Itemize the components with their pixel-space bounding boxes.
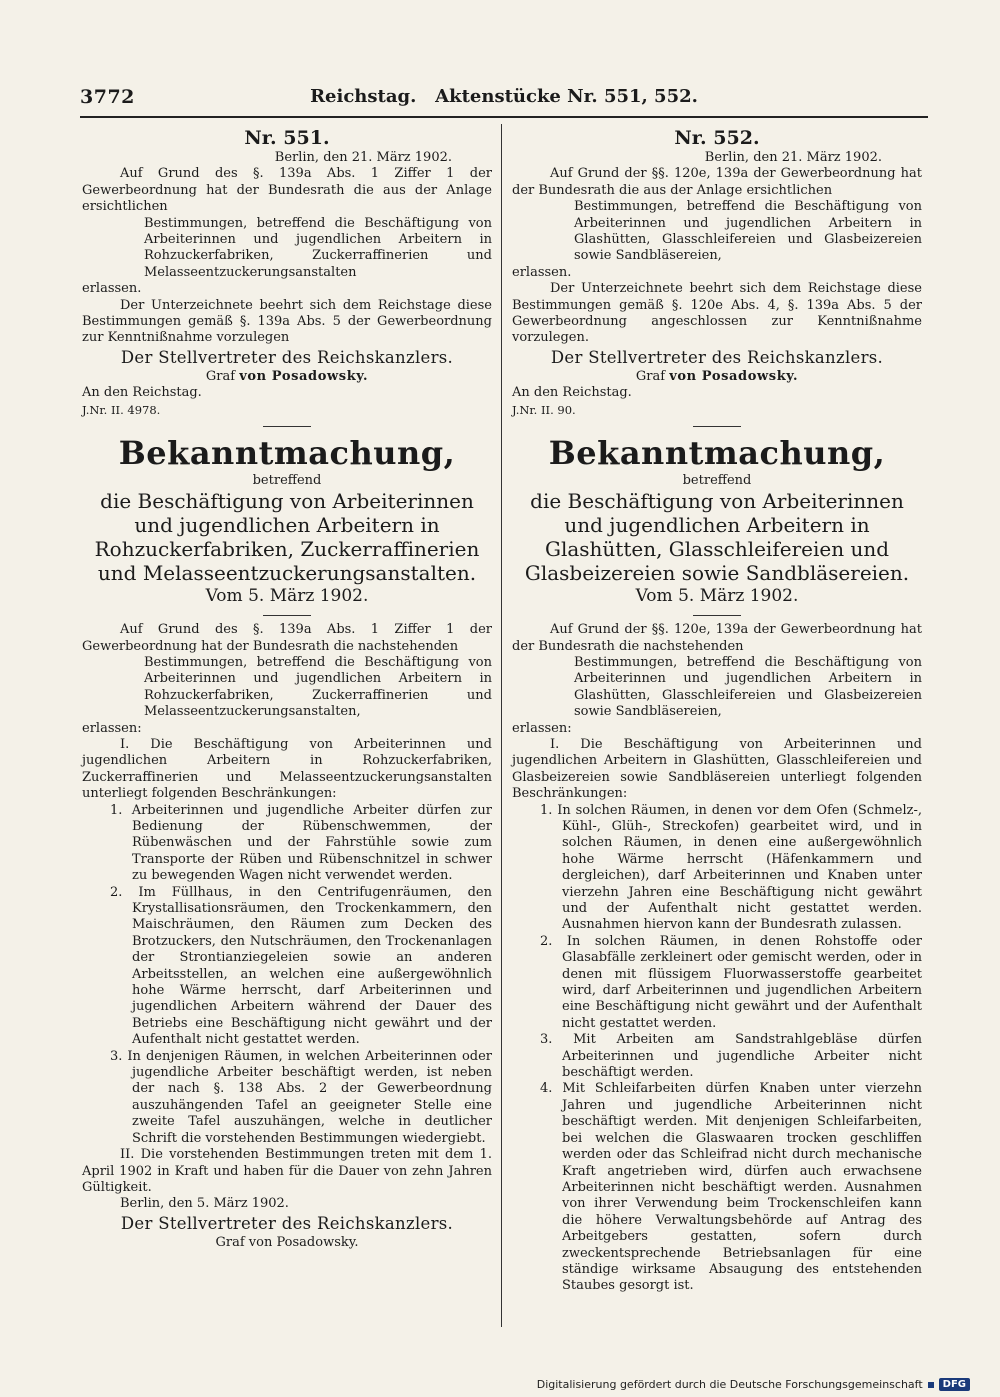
left-column <box>82 126 492 1251</box>
digitization-footer <box>537 1378 970 1391</box>
footer-separator-icon <box>928 1382 934 1388</box>
announcement-erlassen: erlassen: <box>82 720 142 736</box>
announcement-subject-block: Bestimmungen, betreffend die Beschäftigung von Arbeiterinnen und jugendlichen Arbeitern in Glashütten, Glasschleifereien und Glasbeizereien sowie Sandbläsereien, <box>574 654 922 720</box>
page-header <box>80 86 928 114</box>
right-column <box>512 126 922 1295</box>
graf-name: von Posadowsky. <box>239 368 369 384</box>
reference-number: J.Nr. II. 90. <box>512 402 576 417</box>
announcement-date: Vom 5. März 1902. <box>205 586 369 607</box>
addressee: An den Reichstag. <box>512 385 632 401</box>
section-I: I. Die Beschäftigung von Arbeiterinnen und jugendlichen Arbeitern in Glashütten, Glasschleifereien und Glasbeizereien sowie Sandbläsereien unterliegt folgenden Beschränkungen: <box>512 736 922 802</box>
header-rule <box>80 116 928 118</box>
short-rule <box>693 426 741 427</box>
addressee: An den Reichstag. <box>82 385 202 401</box>
list-item: 1. Arbeiterinnen und jugendliche Arbeiter dürfen zur Bedienung der Rübenschwemmen, der Rübenwäschen und der Fahrstühle sowie zum Transporte der Rüben und Rübenschnitzel in schwer zu bewegenden Wagen nicht verwendet werden. <box>110 802 492 884</box>
list-item: 2. In solchen Räumen, in denen Rohstoffe oder Glasabfälle zerkleinert oder gemischt werden, oder in denen mit flüssigem Fluorwasserstoffe gearbeitet wird, darf Arbeiterinnen und jugendlichen Arbeitern eine Beschäftigung nicht gewährt und der Aufenthalt nicht gestattet werden. <box>540 933 922 1031</box>
erlassen-text: erlassen. <box>82 281 142 297</box>
dateline: Berlin, den 21. März 1902. <box>274 150 452 165</box>
graf-prefix: Graf <box>205 368 236 384</box>
signature-name <box>82 369 492 385</box>
list-item: 2. Im Füllhaus, in den Centrifugenräumen, den Krystallisationsräumen, den Trockenkammern, den Maischräumen, den Räumen zum Decken des Brotzuckers, den Nutschräumen, den Trockenanlagen der Strontianziegeleien sowie an anderen Arbeitsstellen, an welchen eine außergewöhnlich hohe Wärme herrscht, darf Arbeiterinnen und jugendlichen Arbeitern während der Dauer des Betriebs eine Beschäftigung nicht gewährt und der Aufenthalt nicht gestattet werden. <box>110 884 492 1048</box>
announcement-subject-block: Bestimmungen, betreffend die Beschäftigung von Arbeiterinnen und jugendlichen Arbeitern in Rohzuckerfabriken, Zuckerraffinerien und Melasseentzuckerungsanstalten, <box>144 654 492 720</box>
intro-paragraph: Auf Grund der §§. 120e, 139a der Gewerbeordnung hat der Bundesrath die aus der Anlage ersichtlichen <box>512 166 922 198</box>
closing-signature-name: Graf von Posadowsky. <box>215 1234 359 1250</box>
intro-paragraph: Auf Grund des §. 139a Abs. 1 Ziffer 1 der Gewerbeordnung hat der Bundesrath die aus der Anlage ersichtlichen <box>82 166 492 215</box>
short-rule <box>263 426 311 427</box>
closing-date: Berlin, den 5. März 1902. <box>120 1196 289 1212</box>
signature-title: Der Stellvertreter des Reichskanzlers. <box>550 347 884 367</box>
short-rule <box>693 615 741 616</box>
section-II: II. Die vorstehenden Bestimmungen treten mit dem 1. April 1902 in Kraft und haben für die Dauer von zehn Jahren Gültigkeit. <box>82 1147 492 1195</box>
footer-text: Digitalisierung gefördert durch die Deutsche Forschungsgemeinschaft <box>536 1378 923 1391</box>
graf-prefix: Graf <box>635 368 666 384</box>
list-item: 3. Mit Arbeiten am Sandstrahlgebläse dürfen Arbeiterinnen und jugendliche Arbeiter nicht beschäftigt werden. <box>540 1032 922 1081</box>
announcement-subject: die Beschäftigung von Arbeiterinnen und jugendlichen Arbeitern in Glashütten, Glasschleifereien und Glasbeizereien sowie Sandbläsereien. <box>524 489 910 586</box>
note-paragraph: Der Unterzeichnete beehrt sich dem Reichstage diese Bestimmungen gemäß §. 139a Abs. 5 der Gewerbeordnung zur Kenntnißnahme vorzulegen <box>82 297 492 346</box>
announcement-betreffend: betreffend <box>252 473 322 489</box>
running-title: Reichstag. Aktenstücke Nr. 551, 552. <box>310 86 698 107</box>
note-paragraph: Der Unterzeichnete beehrt sich dem Reichstage diese Bestimmungen gemäß §. 120e Abs. 4, §. 139a Abs. 5 der Gewerbeordnung angeschlossen zur Kenntnißnahme vorzulegen. <box>512 281 922 346</box>
short-rule <box>263 615 311 616</box>
announcement-title: Bekanntmachung, <box>548 434 886 473</box>
document-number: Nr. 551. <box>244 127 330 149</box>
column-divider <box>501 124 502 1327</box>
graf-name: von Posadowsky. <box>669 368 799 384</box>
list-item: 4. Mit Schleifarbeiten dürfen Knaben unter vierzehn Jahren und jugendliche Arbeiterinnen nicht beschäftigt werden. Mit denjenigen Schleifarbeiten, bei welchen die Glaswaaren trocken geschliffen werden oder das Schleifrad nicht durch mechanische Kraft angetrieben wird, dürfen auch erwachsene Arbeiterinnen nicht beschäftigt werden. Ausnahmen von ihrer Verwendung beim Trockenschleifen kann die höhere Verwaltungsbehörde auf Antrag des Arbeitgebers gestatten, sofern durch zweckentsprechende Betriebsanlagen für eine ständige wirksame Absaugung des entstehenden Staubes gesorgt ist. <box>540 1081 922 1294</box>
reference-number: J.Nr. II. 4978. <box>82 402 161 417</box>
list-item: 3. In denjenigen Räumen, in welchen Arbeiterinnen oder jugendliche Arbeiter beschäftigt werden, ist neben der nach §. 138 Abs. 2 der Gewerbeordnung auszuhängenden Tafel an geeigneter Stelle eine zweite Tafel auszuhängen, welche in deutlicher Schrift die vorstehenden Bestimmungen wiedergiebt. <box>110 1048 492 1146</box>
announcement-intro: Auf Grund des §. 139a Abs. 1 Ziffer 1 der Gewerbeordnung hat der Bundesrath die nachstehenden <box>82 622 492 654</box>
subject-block: Bestimmungen, betreffend die Beschäftigung von Arbeiterinnen und jugendlichen Arbeitern in Glashütten, Glasschleifereien und Glasbeizereien sowie Sandbläsereien, <box>574 199 922 264</box>
subject-block: Bestimmungen, betreffend die Beschäftigung von Arbeiterinnen und jugendlichen Arbeitern in Rohzuckerfabriken, Zuckerraffinerien und Melasseentzuckerungsanstalten <box>144 215 492 280</box>
dfg-logo: DFG <box>939 1378 970 1391</box>
announcement-title: Bekanntmachung, <box>118 434 456 473</box>
dateline: Berlin, den 21. März 1902. <box>704 150 882 165</box>
document-number: Nr. 552. <box>674 127 760 149</box>
signature-title: Der Stellvertreter des Reichskanzlers. <box>120 347 454 367</box>
page-number: 3772 <box>80 86 135 108</box>
announcement-intro: Auf Grund der §§. 120e, 139a der Gewerbeordnung hat der Bundesrath die nachstehenden <box>512 622 922 654</box>
signature-name <box>512 369 922 385</box>
closing-signature-title: Der Stellvertreter des Reichskanzlers. <box>120 1213 454 1233</box>
section-I: I. Die Beschäftigung von Arbeiterinnen und jugendlichen Arbeitern in Rohzuckerfabriken, Zuckerraffinerien und Melasseentzuckerungsanstalten unterliegt folgenden Beschränkungen: <box>82 736 492 802</box>
announcement-subject: die Beschäftigung von Arbeiterinnen und jugendlichen Arbeitern in Rohzuckerfabriken, Zuckerraffinerien und Melasseentzuckerungsanstalten. <box>94 489 480 586</box>
erlassen-text: erlassen. <box>512 264 572 280</box>
list-item: 1. In solchen Räumen, in denen vor dem Ofen (Schmelz-, Kühl-, Glüh-, Streckofen) gearbeitet wird, und in solchen Räumen, in denen eine außergewöhnlich hohe Wärme herrscht (Häfenkammern und dergleichen), darf Arbeiterinnen und Knaben unter vierzehn Jahren eine Beschäftigung nicht gewährt und der Aufenthalt nicht gestattet werden. Ausnahmen hiervon kann der Bundesrath zulassen. <box>540 802 922 933</box>
announcement-betreffend: betreffend <box>682 473 752 489</box>
announcement-date: Vom 5. März 1902. <box>635 586 799 607</box>
announcement-erlassen: erlassen: <box>512 720 572 736</box>
